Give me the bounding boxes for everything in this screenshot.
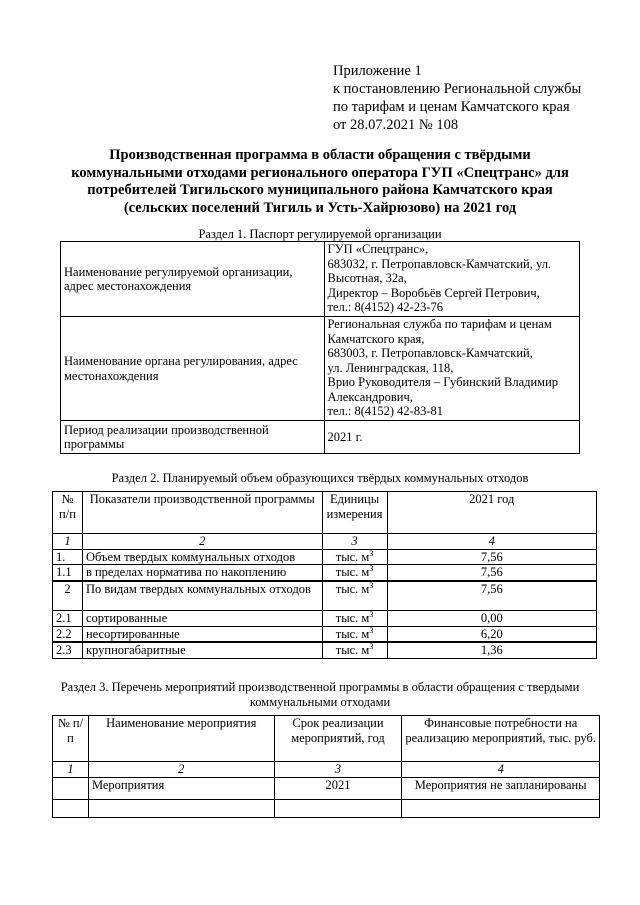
section1-caption: Раздел 1. Паспорт регулируемой организации (198, 227, 442, 241)
period-value: 2021 г. (324, 421, 580, 454)
row-num: 2.3 (53, 642, 83, 658)
section3-caption (40, 680, 600, 710)
index-cell: 3 (322, 534, 387, 550)
appendix-line: Приложение 1 (333, 63, 422, 79)
appendix-line: по тарифам и ценам Камчатского края (333, 99, 570, 115)
document-title (60, 147, 580, 217)
value-line: тел.: 8(4152) 42-23-76 (327, 300, 443, 314)
value-line: ГУП «Спецтранс», (327, 242, 429, 256)
table-row (53, 549, 597, 565)
value-line: Директор – Воробьёв Сергей Петрович, (327, 285, 540, 300)
table-row (61, 317, 580, 421)
row-name: крупногабаритные (82, 642, 322, 658)
row-name: в пределах норматива по накоплению (82, 565, 322, 581)
caption-line: Раздел 3. Перечень мероприятий производственной программы в области обращения с твердыми (60, 680, 580, 694)
value-line: 683003, г. Петропавловск-Камчатский, (327, 346, 533, 360)
header-name: Наименование мероприятия (88, 716, 274, 762)
value-line: 683032, г. Петропавловск-Камчатский, ул. (327, 256, 552, 271)
row-name: сортированные (82, 611, 322, 627)
value-line: ул. Ленинградская, 118, (327, 360, 454, 375)
row-name: Мероприятия (88, 777, 274, 799)
org-name-value (324, 242, 580, 317)
table-row (61, 242, 580, 317)
index-row (53, 534, 597, 550)
value-line: Региональная служба по тарифам и ценам (327, 317, 552, 331)
caption-line: коммунальными отходами (249, 695, 391, 709)
table-row (53, 626, 597, 642)
empty-cell (88, 799, 274, 817)
row-num: 2.2 (53, 626, 83, 642)
row-name: Объем твердых коммунальных отходов (82, 549, 322, 565)
row-value: 6,20 (387, 626, 596, 642)
empty-cell (274, 799, 402, 817)
row-period: 2021 (274, 777, 402, 799)
table-row (53, 611, 597, 627)
appendix-line: к постановлению Региональной службы (333, 81, 582, 97)
header-num: № п/п (53, 716, 89, 762)
table-row (53, 799, 600, 817)
row-unit: тыс. $м^3$ (322, 581, 387, 611)
table-row (53, 581, 597, 611)
table-row (53, 777, 600, 799)
index-cell: 4 (402, 762, 600, 778)
index-cell: 3 (274, 762, 402, 778)
title-line: коммунальными отходами регионального оператора ГУП «Спецтранс» для (71, 164, 569, 181)
header-num: № п/п (53, 492, 83, 534)
row-num: 1.1 (53, 565, 83, 581)
index-cell: 2 (82, 534, 322, 550)
header-year: 2021 год (387, 492, 596, 534)
table-header-row (53, 492, 597, 534)
appendix-line: от 28.07.2021 № 108 (333, 117, 459, 133)
value-line: тел.: 8(4152) 42-83-81 (327, 404, 443, 418)
measures-table (52, 715, 600, 818)
row-finance: Мероприятия не запланированы (402, 777, 600, 799)
title-line: (сельских поселений Тигиль и Усть-Хайрюзово) на 2021 год (123, 199, 517, 216)
value-line: Александрович, (327, 389, 413, 404)
table-row (61, 421, 580, 454)
period-label: Период реализации производственной программы (61, 421, 325, 454)
index-cell: 4 (387, 534, 596, 550)
row-unit: тыс. $м^3$ (322, 626, 387, 642)
table-header-row (53, 716, 600, 762)
row-value: 0,00 (387, 611, 596, 627)
title-line: потребителей Тигильского муниципального района Камчатского края (87, 182, 553, 198)
org-name-label: Наименование регулируемой организации, адрес местонахождения (61, 242, 325, 317)
row-unit: тыс. $м^3$ (322, 549, 387, 565)
header-period: Срок реализации мероприятий, год (274, 716, 402, 762)
row-unit: тыс. $м^3$ (322, 611, 387, 627)
appendix-header (333, 62, 581, 134)
header-indicator: Показатели производственной программы (82, 492, 322, 534)
row-unit: тыс. $м^3$ (322, 642, 387, 658)
empty-cell (402, 799, 600, 817)
row-num: 1. (53, 549, 83, 565)
value-line: Врио Руководителя – Губинский Владимир (327, 375, 559, 389)
waste-volume-table (52, 491, 597, 659)
row-num: 2.1 (53, 611, 83, 627)
title-line: Производственная программа в области обращения с твёрдыми (109, 147, 531, 163)
regulator-label: Наименование органа регулирования, адрес местонахождения (61, 317, 325, 421)
index-cell: 1 (53, 762, 89, 778)
row-value: 7,56 (387, 581, 596, 611)
regulator-value (324, 317, 580, 421)
row-value: 7,56 (387, 549, 596, 565)
index-cell: 2 (88, 762, 274, 778)
row-name: несортированные (82, 626, 322, 642)
row-value: 7,56 (387, 565, 596, 581)
section2-caption: Раздел 2. Планируемый объем образующихся твёрдых коммунальных отходов (111, 471, 529, 485)
empty-cell (53, 799, 89, 817)
value-line: Камчатского края, (327, 331, 425, 346)
row-name: По видам твердых коммунальных отходов (82, 581, 322, 611)
index-cell: 1 (53, 534, 83, 550)
index-row (53, 762, 600, 778)
row-value: 1,36 (387, 642, 596, 658)
row-num: 2 (53, 581, 83, 611)
table-row (53, 565, 597, 581)
header-unit: Единицы измерения (322, 492, 387, 534)
header-finance: Финансовые потребности на реализацию мероприятий, тыс. руб. (402, 716, 600, 762)
value-line: Высотная, 32а, (327, 271, 407, 285)
row-unit: тыс. $м^3$ (322, 565, 387, 581)
row-num (53, 777, 89, 799)
table-row (53, 642, 597, 658)
passport-table (60, 241, 580, 454)
